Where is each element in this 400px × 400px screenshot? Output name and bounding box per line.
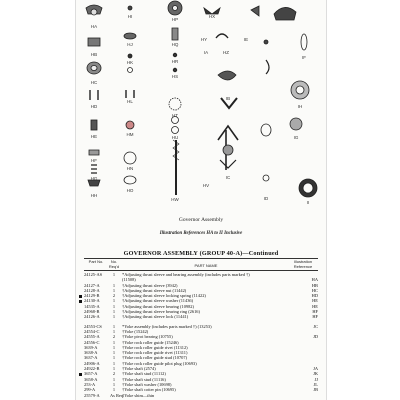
part-number-cell: 3637-A: [84, 355, 98, 361]
parts-table: [84, 272, 318, 398]
part-number-cell: 253-A: [84, 381, 96, 387]
figure-label: IH: [297, 104, 303, 109]
parts-drawing: [76, 0, 326, 210]
figure-label: HT: [172, 113, 178, 118]
figure-label: HH: [90, 193, 98, 198]
quantity-cell: 2: [112, 371, 116, 377]
figure-caption: Governor Assembly: [178, 217, 224, 223]
parts-illustration: [76, 0, 326, 210]
part-number-cell: 3638-A: [84, 350, 98, 356]
figure-label: HM: [126, 132, 134, 137]
part-number-cell: 24125-AS: [84, 272, 103, 277]
part-name-cell: †Yoke shaft cotter pin (10695): [122, 387, 176, 393]
figure-label: HL: [127, 99, 133, 104]
change-marker: [79, 373, 82, 376]
figure-label: HB: [90, 52, 98, 57]
figure-label: HA: [90, 24, 98, 29]
part-number-cell: 24126-A: [84, 314, 100, 320]
quantity-cell: 2: [112, 293, 116, 299]
part-number-cell: 3658-A: [84, 376, 98, 382]
illustration-ref-cell: JL: [313, 381, 318, 387]
figure-label: HD: [90, 104, 98, 109]
illustration-ref-cell: JA: [313, 366, 318, 372]
part-name-cell: †Yoke (15242): [122, 328, 149, 334]
illustration-ref-cell: HF: [312, 309, 318, 315]
quantity-cell: 1: [112, 376, 116, 382]
part-name-cell: †Adjusting thrust sleeve washer (11436): [122, 298, 194, 304]
change-marker: [79, 295, 82, 298]
quantity-cell: 1: [112, 381, 116, 387]
quantity-cell: As Req.: [110, 392, 125, 398]
table-row: [84, 393, 318, 398]
part-name-cell: †Adjusting thrust sleeve bearing (10982): [122, 303, 194, 309]
quantity-cell: 1: [112, 309, 116, 315]
col-header-ill-ref: Illustration Reference: [293, 259, 313, 269]
quantity-cell: 1: [112, 298, 116, 304]
quantity-cell: 1: [112, 287, 116, 293]
illustration-ref-cell: JK: [313, 371, 318, 377]
part-number-cell: 24554-C: [84, 328, 100, 334]
quantity-cell: 1: [112, 355, 116, 361]
part-name-cell: †Yoke shaft (2574): [122, 366, 156, 372]
illustration-ref-cell: JJ: [314, 376, 318, 382]
figure-label: HX: [208, 14, 216, 19]
figure-label: II: [306, 200, 310, 205]
illustration-ref-cell: HF: [312, 314, 318, 320]
figure-label: IA: [203, 50, 209, 55]
part-name-cell: †Adjusting thrust sleeve bearing ring (2616): [122, 309, 200, 315]
figure-label: IC: [225, 175, 231, 180]
quantity-cell: 1: [112, 328, 116, 334]
part-number-cell: 24553-CS: [84, 323, 102, 329]
illustration-ref-cell: HE: [312, 303, 318, 309]
illustration-ref-cell: HB: [311, 282, 318, 288]
figure-label: HW: [171, 197, 179, 202]
part-number-cell: 3639-A: [84, 344, 98, 350]
part-number-cell: 24129-B: [84, 293, 100, 299]
part-name-cell: †Yoke rock roller guide (15246): [122, 339, 179, 345]
quantity-cell: 1: [112, 272, 116, 277]
quantity-cell: 1: [112, 282, 116, 288]
part-name-cell: †Yoke shaft stud (11116): [122, 376, 166, 382]
part-number-cell: 14535-A: [84, 303, 100, 309]
figure-subcaption: Illustration References HA to II Inclusive: [159, 231, 243, 236]
quantity-cell: 1: [112, 314, 116, 320]
quantity-cell: 1: [112, 366, 116, 372]
quantity-cell: 1: [112, 350, 116, 356]
part-name-cell: †Yoke rock roller guide rivet (11312): [122, 344, 188, 350]
figure-label: IG: [293, 135, 299, 140]
part-number-cell: 24968-B: [84, 309, 100, 315]
part-number-cell: 24127-A: [84, 282, 100, 288]
part-name-cell: *Yoke assembly (includes parts marked †) (13253): [122, 323, 212, 329]
figure-label: HZ: [223, 50, 229, 55]
figure-label: HV: [202, 183, 210, 188]
part-name-cell: (11508): [122, 277, 136, 283]
quantity-cell: 1: [112, 323, 116, 329]
col-header-no-req: No. Req'd: [108, 259, 120, 269]
part-number-cell: 24128-A: [84, 287, 100, 293]
figure-label: IB: [225, 96, 231, 101]
part-number-cell: 24555-A: [84, 334, 100, 340]
figure-label: HY: [200, 37, 208, 42]
part-name-cell: †Yoke shim—thin: [122, 392, 155, 398]
part-number-cell: 24556-C: [84, 339, 100, 345]
quantity-cell: 1: [112, 360, 116, 366]
illustration-ref-cell: HA: [311, 277, 318, 283]
figure-label: IF: [302, 55, 306, 60]
part-name-cell: †Yoke rock roller guide rivet (11311): [122, 350, 188, 356]
illustration-ref-cell: JC: [313, 323, 318, 329]
col-header-part-name: PART NAME: [194, 263, 218, 268]
part-name-cell: †Yoke pivot bearing (10755): [122, 334, 173, 340]
figure-label: HF: [91, 158, 97, 163]
part-name-cell: †Adjusting thrust sleeve locking spring (11422): [122, 293, 206, 299]
figure-label: HJ: [127, 42, 133, 47]
section-title: GOVERNOR ASSEMBLY (GROUP 40-A)—Continued: [123, 250, 279, 257]
part-name-cell: †Yoke shaft stud (11112): [122, 371, 166, 377]
part-number-cell: 3657-A: [84, 371, 98, 377]
part-name-cell: †Adjusting thrust sleeve lock (11441): [122, 314, 189, 320]
illustration-ref-cell: HE: [312, 298, 318, 304]
part-name-cell: †Yoke rock roller guide stud (10707): [122, 355, 188, 361]
figure-label: HK: [126, 60, 134, 65]
quantity-cell: 1: [112, 303, 116, 309]
figure-label: HQ: [171, 42, 179, 47]
figure-label: HR: [171, 59, 179, 64]
figure-label: ID: [263, 196, 269, 201]
change-marker: [79, 300, 82, 303]
figure-label: HG: [90, 176, 98, 181]
figure-label: HI: [127, 14, 133, 19]
illustration-ref-cell: JD: [313, 334, 318, 340]
quantity-cell: 1: [112, 344, 116, 350]
part-name-cell: †Adjusting thrust sleeve nut (11442): [122, 287, 187, 293]
part-name-cell: †Adjusting thrust sleeve (3942): [122, 282, 178, 288]
figure-label: HP: [171, 17, 179, 22]
table-header-rule: [84, 270, 318, 271]
part-name-cell: *Adjusting thrust sleeve and bearing assembly (includes parts marked †): [122, 272, 250, 277]
table-top-rule: [84, 258, 318, 259]
illustration-ref-cell: JB: [313, 387, 318, 393]
quantity-cell: 1: [112, 387, 116, 393]
col-header-part-no: Part No.: [88, 259, 104, 264]
part-number-cell: 24906-A: [84, 360, 100, 366]
figure-label: HS: [171, 74, 179, 79]
quantity-cell: 2: [112, 334, 116, 340]
illustration-ref-cell: HD: [311, 293, 318, 299]
figure-label: HO: [126, 188, 134, 193]
illustration-ref-cell: HC: [311, 287, 318, 293]
figure-label: HE: [90, 134, 98, 139]
part-number-cell: 24922-B: [84, 366, 100, 372]
part-number-cell: 24130-A: [84, 298, 100, 304]
figure-label: IE: [243, 37, 249, 42]
catalog-page: [76, 0, 326, 400]
part-name-cell: †Yoke shaft washer (10698): [122, 381, 172, 387]
figure-label: HN: [126, 166, 134, 171]
part-name-cell: †Yoke rock roller guide pilot plug (10693): [122, 360, 197, 366]
quantity-cell: 1: [112, 339, 116, 345]
figure-label: HC: [90, 80, 98, 85]
figure-label: HU: [171, 135, 179, 140]
part-number-cell: 299-A: [84, 387, 96, 393]
part-number-cell: 25579-A: [84, 392, 100, 398]
